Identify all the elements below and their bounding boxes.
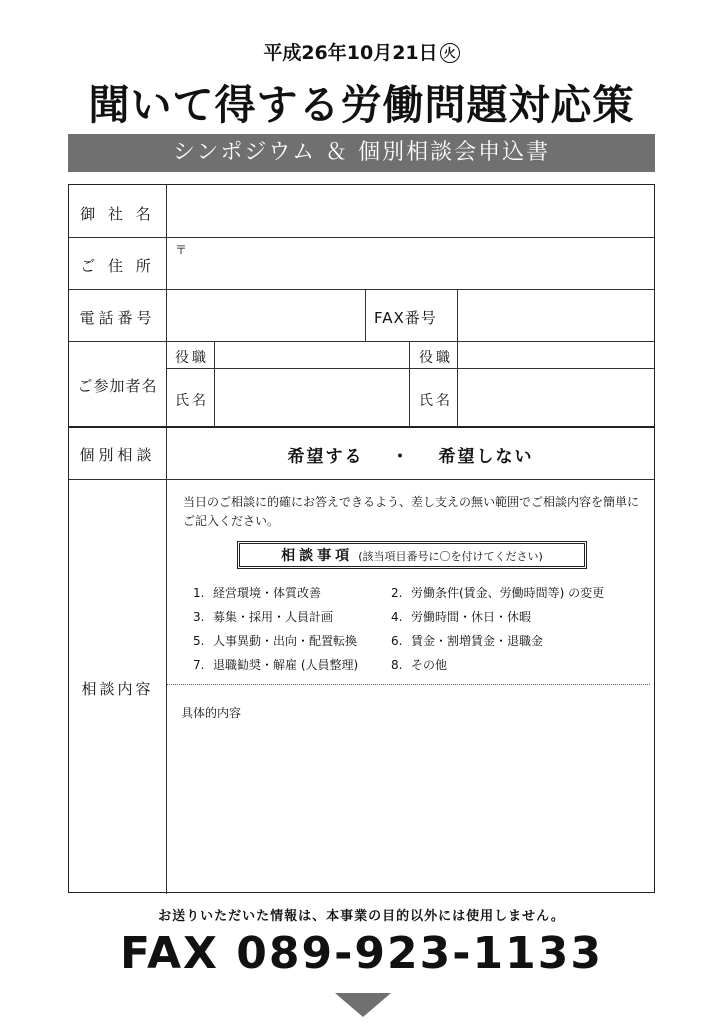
individual-consultation-label: 個別相談 [79,446,156,464]
choice-no[interactable]: 希望しない [438,447,534,467]
choice-separator: ・ [391,447,411,467]
weekday-badge: 火 [440,43,460,63]
consult-note: (該当項目番号に〇を付けてください) [358,550,543,563]
consult-item[interactable]: 6. 賃金・割増賃金・退職金 [391,634,544,648]
label-column-divider [166,185,167,894]
privacy-notice: お送りいただいた情報は、本事業の目的以外には使用しません。 [158,909,565,924]
consult-item[interactable]: 7. 退職勧奨・解雇 (人員整理) [193,658,359,672]
consult-heading: 相談事項 [281,548,354,564]
consult-item[interactable]: 3. 募集・採用・人員計画 [193,610,334,624]
fax-label-divider [457,289,458,341]
page-title: 聞いて得する労働問題対応策 [88,81,635,129]
consult-item[interactable]: 5. 人事異動・出向・配置転換 [193,634,358,648]
consultation-items-heading [237,541,587,569]
name-label-1: 氏名 [175,393,209,409]
participant-divider [457,341,458,426]
participant-label: ご参加者名 [77,377,158,395]
row-divider [69,289,654,290]
consult-item[interactable]: 2. 労働条件(賃金、労働時間等) の変更 [391,586,605,600]
row-divider [166,368,654,369]
row-divider [69,426,654,428]
consult-item[interactable]: 8. その他 [391,658,448,672]
position-label-2: 役職 [419,350,453,366]
row-divider [69,341,654,342]
event-date [0,38,723,65]
down-arrow-icon [335,993,391,1017]
position-label-1: 役職 [175,350,209,366]
application-form [68,184,655,893]
phone-label: 電話番号 [79,309,156,327]
name-label-2: 氏名 [419,393,453,409]
consultation-intro: 当日のご相談に的確にお答えできるよう、差し支えの無い範囲でご相談内容を簡単にご記入ください。 [183,495,640,528]
consult-item[interactable]: 1. 経営環境・体質改善 [193,586,322,600]
consultation-choice [167,442,654,467]
company-name-label: 御 社 名 [80,205,155,223]
row-divider [69,479,654,480]
date-text: 平成26年10月21日 [263,42,438,64]
consultation-content-label: 相談内容 [81,680,154,698]
participant-divider [214,341,215,426]
form-banner: シンポジウム ＆ 個別相談会申込書 [68,134,655,172]
detail-label: 具体的内容 [181,706,242,720]
choice-yes[interactable]: 希望する [287,447,364,467]
consult-item[interactable]: 4. 労働時間・休日・休暇 [391,610,532,624]
dotted-divider [167,684,650,685]
postal-mark: 〒 [175,243,188,257]
row-divider [69,237,654,238]
fax-number-label: FAX番号 [374,309,437,327]
phone-fax-divider [365,289,366,341]
fax-number: FAX 089-923-1133 [120,928,603,979]
participant-divider [409,341,410,426]
address-label: ご 住 所 [80,257,155,275]
